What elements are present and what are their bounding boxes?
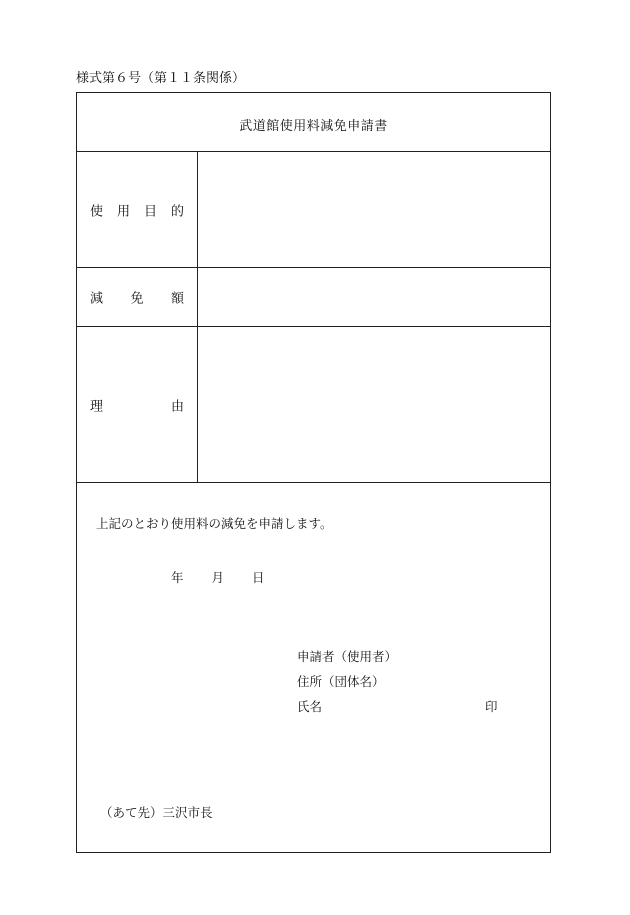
applicant-section [77,483,550,853]
reduction-amount-row [77,268,550,327]
purpose-label-char: 使 [90,204,104,219]
form-title-row [77,93,550,152]
reason-row [77,327,550,483]
purpose-label [90,200,184,219]
reason-label [90,395,184,414]
application-date [171,568,265,586]
reduction-amount-label-char: 額 [170,291,184,307]
purpose-label-char: 的 [170,204,184,219]
purpose-label-char: 用 [116,204,130,219]
reduction-amount-label-char: 減 [90,291,104,307]
month-label: 月 [211,570,225,585]
purpose-row [77,152,550,268]
day-label: 日 [252,570,265,585]
address-label: 住所（団体名） [297,674,385,689]
addressee: （あて先）三沢市長 [100,805,213,820]
applicant-heading: 申請者（使用者） [297,649,398,664]
reduction-amount-label [90,288,184,307]
purpose-label-char: 目 [143,204,157,219]
reason-label-cell [77,327,198,482]
year-label: 年 [171,570,184,585]
reduction-amount-label-cell [77,268,198,326]
application-form [76,92,551,853]
form-title: 武道館使用料減免申請書 [239,119,388,134]
purpose-field[interactable] [198,152,550,267]
reason-label-char: 由 [170,399,184,414]
purpose-label-cell [77,152,198,267]
name-label: 氏名 [297,699,323,714]
form-number: 様式第６号（第１１条関係） [76,71,246,86]
reason-field[interactable] [198,327,550,482]
application-statement: 上記のとおり使用料の減免を申請します。 [96,516,333,531]
reason-label-char: 理 [90,399,104,414]
reduction-amount-label-char: 免 [130,291,144,307]
seal-label: 印 [485,699,498,714]
reduction-amount-field[interactable] [198,268,550,326]
